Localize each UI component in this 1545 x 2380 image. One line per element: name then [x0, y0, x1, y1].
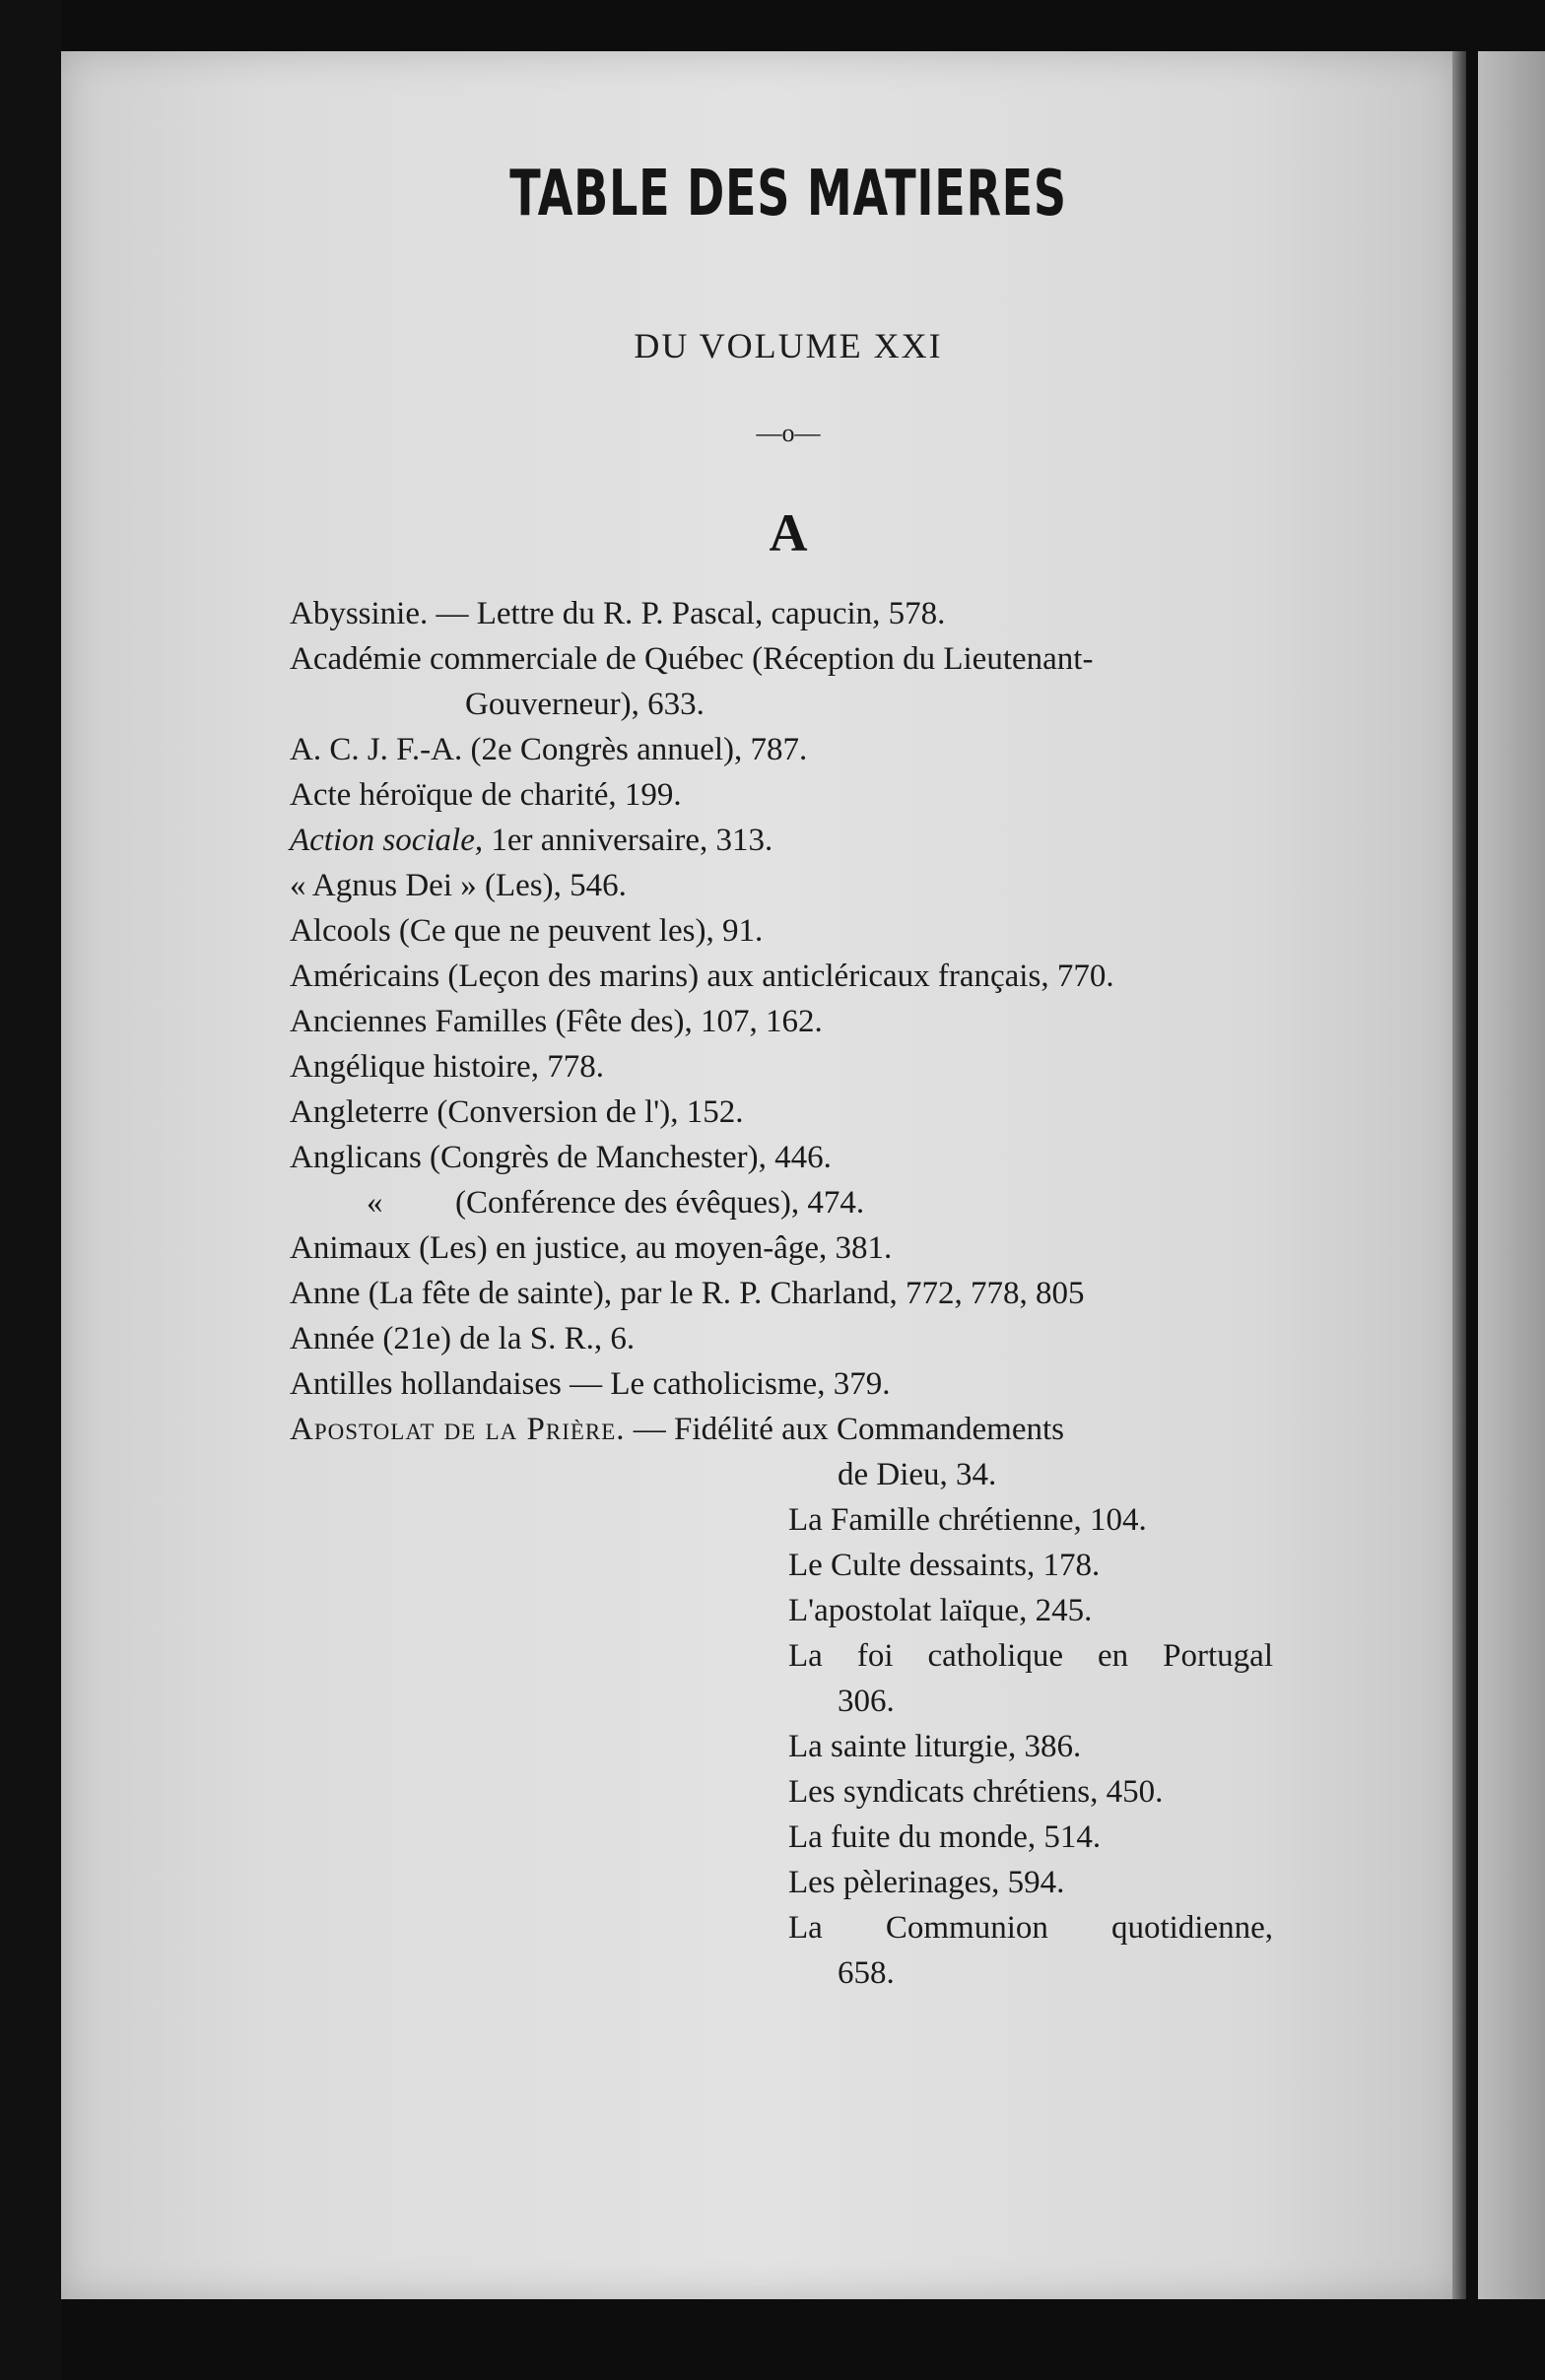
page-subtitle: DU VOLUME XXI — [634, 326, 943, 365]
index-entry: Alcools (Ce que ne peuvent les), 91. — [290, 913, 764, 949]
index-entry: Abyssinie. — Lettre du R. P. Pascal, capucin, 578. — [290, 596, 946, 631]
apostolat-item: L'apostolat laïque, 245. — [788, 1593, 1093, 1628]
apostolat-item — [788, 1905, 1295, 1950]
index-entry: Anne (La fête de sainte), par le R. P. Charland, 772, 778, 805 — [290, 1276, 1085, 1311]
index-entry: Acte héroïque de charité, 199. — [290, 777, 682, 813]
apostolat-item-continuation: 658. — [838, 1955, 895, 1991]
apostolat-item: La sainte liturgie, 386. — [788, 1729, 1082, 1764]
page-edge — [1452, 51, 1466, 2299]
index-entry — [290, 1180, 1295, 1225]
index-entry: A. C. J. F.-A. (2e Congrès annuel), 787. — [290, 732, 808, 767]
apostolat-item — [788, 1633, 1295, 1679]
apostolat-item-continuation: 306. — [838, 1684, 895, 1719]
film-border — [0, 0, 61, 2380]
index-entries — [290, 591, 1295, 1996]
index-entry: Année (21e) de la S. R., 6. — [290, 1321, 636, 1356]
apostolat-item: Fidélité aux Commandements — [674, 1412, 1064, 1447]
index-entry-rest: (Conférence des évêques), 474. — [455, 1185, 865, 1221]
ornament-divider: —o— — [756, 419, 821, 447]
apostolat-sublist — [290, 1452, 1295, 1996]
adjacent-page-edge — [1478, 51, 1545, 2299]
apostolat-item-text: La foi catholique en Portugal — [788, 1638, 1273, 1674]
index-entry: Angélique histoire, 778. — [290, 1049, 604, 1085]
apostolat-item-continuation: de Dieu, 34. — [838, 1457, 997, 1492]
index-entry: Antilles hollandaises — Le catholicisme, 379. — [290, 1366, 891, 1402]
page-title: TABLE DES MATIERES — [509, 158, 1067, 231]
apostolat-item: Les pèlerinages, 594. — [788, 1865, 1065, 1900]
index-entry-continuation: Gouverneur), 633. — [465, 687, 705, 722]
index-entry — [290, 818, 1295, 863]
index-entry-italic-title: Action sociale, — [290, 823, 484, 858]
apostolat-dash: — — [625, 1412, 675, 1447]
index-entry: Américains (Leçon des marins) aux anticléricaux français, 770. — [290, 959, 1114, 994]
apostolat-item-text: La Communion quotidienne, — [788, 1910, 1273, 1946]
index-entry: Académie commerciale de Québec (Réception du Lieutenant- — [290, 641, 1094, 677]
index-entry: Animaux (Les) en justice, au moyen-âge, 381. — [290, 1230, 893, 1266]
apostolat-item: Le Culte dessaints, 178. — [788, 1548, 1101, 1583]
apostolat-item: La Famille chrétienne, 104. — [788, 1502, 1147, 1538]
ditto-mark: « — [367, 1185, 383, 1221]
apostolat-label: Apostolat de la Prière. — [290, 1412, 626, 1447]
index-entry: Anciennes Familles (Fête des), 107, 162. — [290, 1004, 823, 1039]
section-letter: A — [769, 503, 808, 562]
index-entry: Angleterre (Conversion de l'), 152. — [290, 1094, 744, 1130]
index-entry: Anglicans (Congrès de Manchester), 446. — [290, 1140, 832, 1175]
apostolat-item: La fuite du monde, 514. — [788, 1819, 1102, 1855]
index-entry: « Agnus Dei » (Les), 546. — [290, 868, 627, 903]
index-entry-rest: 1er anniversaire, 313. — [483, 823, 773, 858]
index-entry-apostolat — [290, 1407, 1295, 1452]
apostolat-item: Les syndicats chrétiens, 450. — [788, 1774, 1164, 1810]
